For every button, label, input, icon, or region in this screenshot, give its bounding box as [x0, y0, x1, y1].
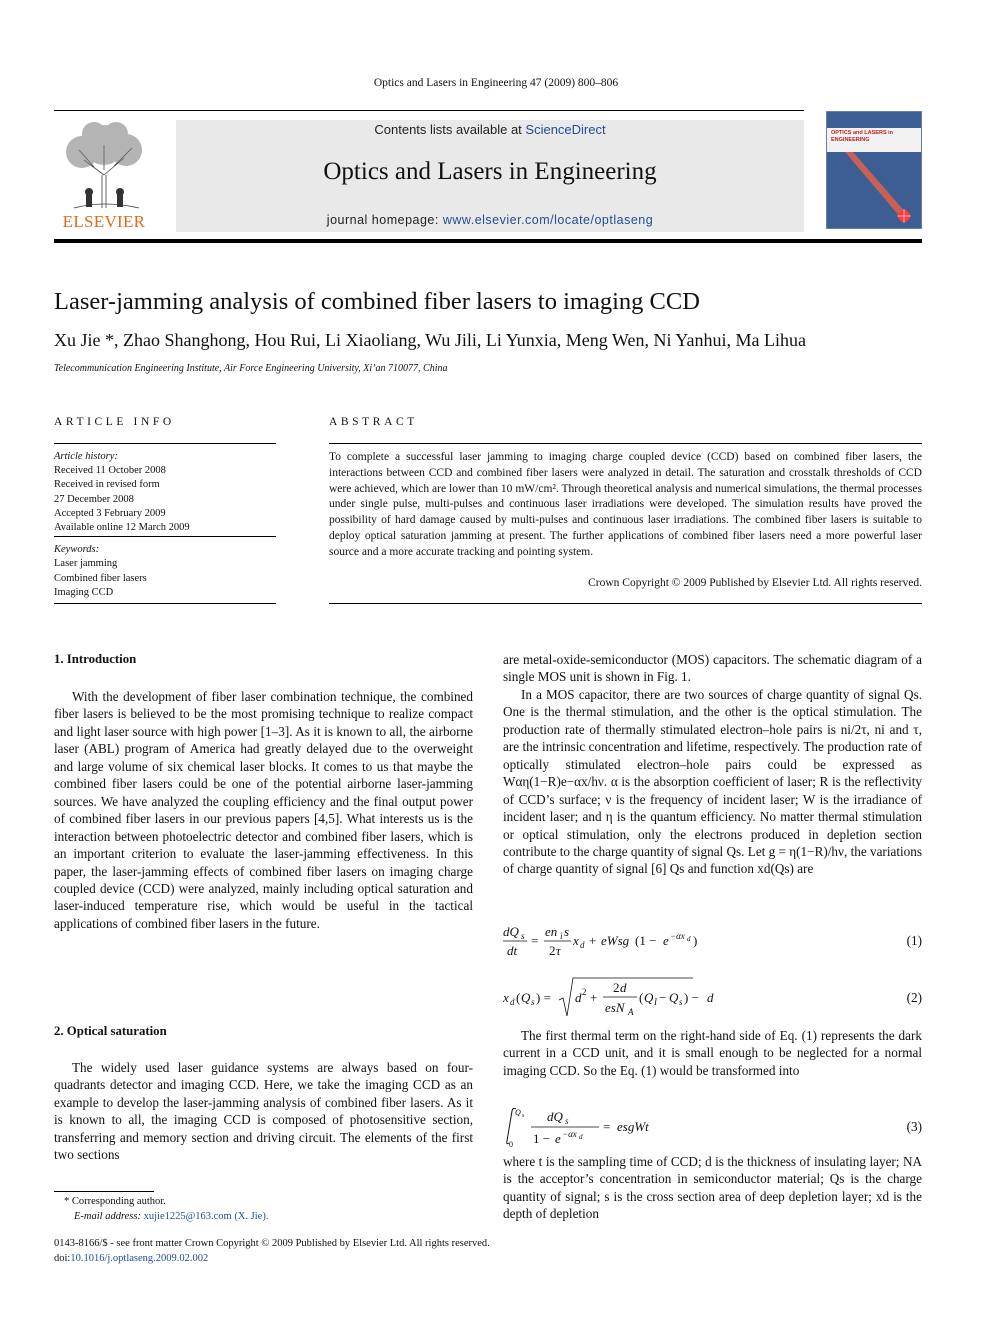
svg-text:eWsg: eWsg: [601, 933, 630, 948]
abstract-rule: [329, 443, 922, 444]
svg-text:Q: Q: [669, 990, 679, 1005]
svg-text:(: (: [516, 990, 521, 1005]
journal-name: Optics and Lasers in Engineering: [323, 158, 657, 185]
history-label: Article history:: [54, 451, 118, 462]
contents-prefix: Contents lists available at: [374, 122, 526, 137]
history-item: Received in revised form: [54, 479, 160, 491]
article-history: [54, 450, 276, 535]
equation-number: (3): [906, 1119, 922, 1134]
svg-text:s: s: [565, 1116, 569, 1126]
page-footer: [54, 1236, 754, 1266]
svg-text:esgWt: esgWt: [617, 1119, 649, 1134]
svg-text:s: s: [522, 1113, 525, 1119]
svg-text:1 −: 1 −: [533, 1131, 551, 1146]
homepage-prefix: journal homepage:: [326, 213, 443, 227]
svg-text:): ): [693, 933, 698, 948]
keyword-item: Laser jamming: [54, 558, 118, 570]
svg-text:=: =: [531, 933, 539, 948]
article-info-bottom-rule: [54, 603, 276, 604]
svg-text:d: d: [620, 980, 627, 995]
keyword-item: Imaging CCD: [54, 587, 114, 599]
equation-3-expression: [503, 1105, 763, 1149]
homepage-line: [176, 213, 804, 227]
svg-text:e: e: [555, 1131, 561, 1146]
article-title: Laser-jamming analysis of combined fiber lasers to imaging CCD: [54, 288, 700, 315]
homepage-link[interactable]: www.elsevier.com/locate/optlaseng: [442, 213, 654, 227]
abstract-copyright: Crown Copyright © 2009 Published by Elsevier Ltd. All rights reserved.: [588, 577, 922, 589]
sciencedirect-link[interactable]: ScienceDirect: [525, 122, 606, 137]
right-column-body-bottom: [503, 1153, 922, 1223]
doi-link[interactable]: 10.1016/j.optlaseng.2009.02.002: [70, 1253, 209, 1264]
cover-laser-icon: [827, 152, 922, 229]
svg-text:−αx: −αx: [670, 931, 685, 941]
journal-cover[interactable]: [826, 111, 922, 229]
footnote-rule: [54, 1191, 154, 1192]
elsevier-logo[interactable]: [54, 120, 154, 230]
svg-text:+: +: [590, 990, 598, 1005]
svg-text:d: d: [707, 990, 714, 1005]
header-rule: [54, 110, 804, 111]
svg-text:Q: Q: [644, 990, 654, 1005]
article-info-heading: ARTICLE INFO: [54, 416, 175, 428]
svg-text:I: I: [654, 997, 657, 1007]
svg-text:=: =: [603, 1119, 611, 1134]
svg-text:esN: esN: [605, 1000, 625, 1015]
keyword-item: Combined fiber lasers: [54, 572, 147, 584]
abstract-bottom-rule: [329, 603, 922, 604]
svg-text:2: 2: [613, 980, 620, 995]
svg-text:en: en: [545, 924, 558, 939]
svg-text:−αx: −αx: [562, 1129, 577, 1139]
optical-saturation-body: [54, 1059, 473, 1164]
section-heading-optical-saturation: 2. Optical saturation: [54, 1024, 167, 1038]
equation-number: (2): [906, 990, 922, 1005]
footnote: [54, 1194, 494, 1224]
svg-text:x: x: [573, 933, 579, 948]
svg-text:A: A: [628, 1007, 634, 1017]
paragraph: are metal-oxide-semiconductor (MOS) capacitors. The schematic diagram of a single MOS unit is shown in Fig. 1.: [503, 652, 922, 685]
email-label: E-mail address:: [74, 1211, 144, 1222]
svg-text:(1 −: (1 −: [635, 933, 657, 948]
svg-text:+: +: [589, 933, 597, 948]
svg-text:s: s: [679, 997, 683, 1007]
svg-text:d: d: [510, 997, 515, 1007]
section-heading-introduction: 1. Introduction: [54, 652, 137, 666]
svg-text:s: s: [564, 924, 570, 939]
svg-text:τ: τ: [556, 943, 561, 958]
abstract-text: To complete a successful laser jamming to imaging charge coupled device (CCD) based on combined fiber lasers, the interactions between CCD and combined fiber lasers were analyzed in detail. The saturation and crosstalk thresholds of CCD were achieved, which are lower than 10 mW/cm². Through theoretical analysis and numerical simulations, the thermal processes under single pulse, multi-pulses and continuous laser irradiations were developed. The simulation results have proved the possibility of hard damage caused by multi-pulses and continuous laser irradiations. The combined fiber lasers is suitable to deploy optical saturation jamming at present. The further applications of combined fiber lasers need a more powerful laser source and a more accurate tracking and pointing system.: [329, 451, 922, 558]
svg-text:Q: Q: [521, 990, 531, 1005]
paragraph: where t is the sampling time of CCD; d is the thickness of insulating layer; NA is the acceptor’s concentration in semiconductor material; Qs is the charge quantity of signal; s is the cross section area of deep depletion layer; xd is the depth of depletion: [503, 1154, 922, 1222]
author-list: Xu Jie *, Zhao Shanghong, Hou Rui, Li Xiaoliang, Wu Jili, Li Yunxia, Meng Wen, Ni Yanhui, Ma Lihua: [54, 330, 806, 350]
svg-text:−: −: [659, 990, 667, 1005]
running-head: Optics and Lasers in Engineering 47 (2009) 800–806: [373, 77, 619, 89]
right-column-body-top: [503, 651, 922, 878]
svg-text:) −: ) −: [684, 990, 699, 1005]
equation-2: [503, 976, 922, 1020]
svg-text:(: (: [639, 990, 644, 1005]
svg-text:d: d: [575, 990, 582, 1005]
paragraph: In a MOS capacitor, there are two sources of charge quantity of signal Qs. One is the thermal stimulation, and the other is the optical stimulation. The production rate of thermally stimulated electron–hole pairs is ni/2τ, ni and τ, are the intrinsic concentration and lifetime, respectively. The production rate of optically stimulated electron–hole pairs could be expressed as Wαη(1−R)e−αx/hν. α is the absorption coefficient of laser; R is the reflectivity of CCD’s surface; ν is the frequency of incident laser; W is the irradiance of incident laser; and η is the quantum efficiency. No matter thermal stimulation or optical stimulation, only the electrons produced in depletion section contribute to the charge quantity of signal Qs. Let g = η(1−R)/hν, the variations of charge quantity of signal [6] Qs and function xd(Qs) are: [503, 686, 922, 877]
cover-title: OPTICS and LASERS in ENGINEERING: [831, 130, 894, 143]
doi-prefix: doi:: [54, 1253, 71, 1264]
abstract-heading: ABSTRACT: [329, 416, 418, 428]
keywords-label: Keywords:: [54, 544, 100, 555]
svg-text:d: d: [579, 1133, 583, 1141]
svg-text:s: s: [521, 931, 525, 941]
svg-text:dt: dt: [507, 943, 518, 958]
svg-text:0: 0: [509, 1140, 513, 1149]
journal-masthead: [176, 120, 804, 232]
issn-line: 0143-8166/$ - see front matter Crown Copyright © 2009 Published by Elsevier Ltd. All rights reserved.: [54, 1238, 490, 1249]
history-item: 27 December 2008: [54, 493, 134, 505]
paragraph: With the development of fiber laser combination technique, the combined fiber lasers is believed to be the most promising technique to realize compact and light laser source with high power [1–3]. As it is known to all, the airborne laser (ABL) program of America had greatly delayed due to the overweight and large volume of six chemical laser blocks. It comes to us that maybe the combined fiber lasers could be one of the potential airborne laser-jamming sources. We have analyzed the coupling efficiency and the final output power of combined fiber lasers in our previous papers [4,5]. What interests us is the interaction between photoelectric detector and combined fiber lasers, which is an important criterion to evaluate the laser-jamming effectiveness. In this paper, the laser-jamming effects of combined fiber lasers on imaging charge coupled device (CCD) were analyzed, mainly including optical saturation and laser-induced temperature rise, which would be useful in the tactical applications of combined fiber lasers in the future.: [54, 689, 473, 931]
article-info-rule: [54, 443, 276, 444]
paragraph: The widely used laser guidance systems are always based on four-quadrants detector and imaging CCD. Here, we take the imaging CCD as an example to develop the laser-jamming analysis of combined fiber lasers. As it is known to all, the imaging CCD is composed of photosensitive section, transferring and memory section and driving circuit. The elements of the first two sections: [54, 1060, 473, 1163]
contents-line: [176, 122, 804, 137]
svg-text:2: 2: [549, 943, 556, 958]
masthead-bottom-rule: [54, 239, 922, 243]
equation-1-expression: [503, 923, 763, 959]
paragraph: The first thermal term on the right-hand side of Eq. (1) represents the dark current in a CCD unit, and it is small enough to be neglected for a normal imaging CCD. So the Eq. (1) would be transformed into: [503, 1028, 922, 1078]
doi-line: [54, 1251, 754, 1266]
equation-2-expression: [503, 976, 763, 1020]
history-item: Available online 12 March 2009: [54, 522, 190, 534]
svg-text:d: d: [687, 935, 691, 943]
keywords: [54, 543, 276, 601]
introduction-body: [54, 688, 473, 932]
elsevier-tree-icon: [54, 120, 154, 212]
email-link[interactable]: xujie1225@163.com (X. Jie).: [143, 1211, 269, 1222]
svg-text:s: s: [531, 997, 535, 1007]
svg-text:e: e: [663, 933, 669, 948]
svg-text:d: d: [580, 940, 585, 950]
history-item: Received 11 October 2008: [54, 465, 166, 477]
equation-1: [503, 923, 922, 959]
right-column-body-mid: [503, 1027, 922, 1079]
svg-text:) =: ) =: [536, 990, 551, 1005]
equation-3: [503, 1105, 922, 1149]
history-item: Accepted 3 February 2009: [54, 507, 166, 519]
email-line: [54, 1209, 494, 1224]
corresponding-author-note: * Corresponding author.: [64, 1196, 166, 1207]
affiliation: Telecommunication Engineering Institute, Air Force Engineering University, Xi’an 710077, China: [54, 363, 448, 374]
keywords-rule: [54, 536, 276, 537]
svg-text:x: x: [503, 990, 509, 1005]
svg-text:dQ: dQ: [547, 1109, 563, 1124]
svg-text:2: 2: [582, 987, 587, 997]
equation-number: (1): [906, 933, 922, 948]
svg-text:dQ: dQ: [503, 924, 519, 939]
svg-text:Q: Q: [515, 1108, 521, 1117]
svg-text:i: i: [560, 931, 563, 941]
elsevier-wordmark: ELSEVIER: [62, 212, 146, 231]
